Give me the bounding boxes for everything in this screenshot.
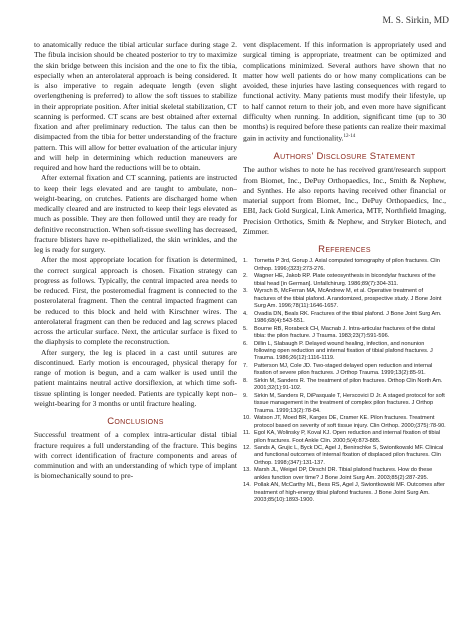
running-header: M. S. Sirkin, MD [382,16,449,26]
reference-number: 13. [243,467,251,474]
reference-number: 6. [243,340,248,347]
reference-text: Egol KA, Wolinsky P, Koval KJ. Open reduction and internal fixation of tibial pilon fractures. Foot Ankle Clin. 2000;5(4):873-885. [254,430,441,444]
reference-number: 14. [243,482,251,489]
reference-text: Tornetta P 3rd, Gorup J. Axial computed tomography of pilon fractures. Clin Orthop. 1996;(323):273-276. [254,258,440,272]
reference-number: 12. [243,445,251,452]
citation-superscript: 12-14 [343,134,356,140]
left-column [34,40,237,482]
references-heading: References [318,244,371,256]
reference-item [243,288,446,310]
body-paragraph: After the most appropriate location for fixation is determined, the correct surgical approach is chosen. Fixation strategy can progress as follows. Typically, the central impacted area needs to be reduced. First, the posteromedial fragment is connected to the posterolateral fragment. Then the central impacted fragment can be reduced to this block and held with Kirschner wires. The anterolateral fragment can then be reduced and lag screws placed across the articular surface. Next, the articular surface is fixed to the diaphysis to complete the reconstruction. [34,255,237,347]
reference-text: Dillin L, Slabaugh P. Delayed wound healing, infection, and nonunion following open reduction and internal fixation of tibial plafond fractures. J Trauma. 1986;26(12):1116-1119. [254,340,433,362]
right-column [243,40,446,505]
body-paragraph: to anatomically reduce the tibial articular surface during stage 2. The fibula incision should be cheated posterior to try to maximize the skin bridge between this incision and the one to fix the tibia, especially when an anterolateral approach is being considered. It is also imperative to regain adequate length (even slight overlengthening is preferred) to allow the soft tissues to stabilize in their appropriate position. After initial skeletal stabilization, CT scanning is performed. CT scans are best obtained after external fixation and after preliminary reduction. The talus can then be disimpacted from the tibia for better understanding of the fracture pattern. This will allow for better evaluation of the articular injury and will help in determining which reduction maneuvers are required and how hard the reductions will be to obtain. [34,40,237,172]
reference-item [243,415,446,430]
reference-number: 8. [243,377,248,384]
reference-text: Ovadia DN, Beals RK. Fractures of the tibial plafond. J Bone Joint Surg Am. 1986;68(4):543-551. [254,310,442,324]
body-paragraph: After surgery, the leg is placed in a cast until sutures are discontinued. Early motion is encouraged, physical therapy for range of motion is begun, and a cam walker is used until the patient maintains neutral active dorsiflexion, at which time soft-tissue splinting is longer needed. Patients are typically kept non–weight-bearing for 3 months or until fracture healing. [34,347,237,408]
reference-item [243,467,446,482]
continuation-paragraph [243,40,446,144]
reference-item [243,363,446,378]
reference-text: Sands A, Grujic L, Byck DC, Agel J, Benirschke S, Swiontkowski MF. Clinical and functional outcomes of internal fixation of displaced pilon fractures. Clin Orthop. 1998;(347):131-137. [254,445,444,466]
reference-text: Sirkin M, Sanders R. The treatment of pilon fractures. Orthop Clin North Am. 2001;32(1):91-102. [254,377,443,392]
reference-item [243,326,446,341]
reference-number: 11. [243,430,251,437]
references-list [243,258,446,504]
reference-number: 2. [243,273,248,280]
reference-text: Patterson MJ, Cole JD. Two-staged delayed open reduction and internal fixation of severe pilon fractures. J Orthop Trauma. 1999;13(2):85-91. [254,362,433,377]
reference-text: Sirkin M, Sanders R, DiPasquale T, Herscovici D Jr. A staged protocol for soft tissue management in the treatment of complex pilon fractures. J Orthop Trauma. 1999;13(2):78-84. [254,392,445,414]
reference-text: Wagner HE, Jakob RP. Plate osteosynthesis in bicondylar fractures of the tibial head [in German]. Unfallchirurg. 1986;89(7):304-311. [254,273,436,287]
reference-item [243,258,446,273]
reference-number: 10. [243,415,251,422]
reference-text: Wyrsch B, McFerran MA, McAndrew M, et al. Operative treatment of fractures of the tibial plafond. A randomized, prospective study. J Bone Joint Surg Am. 1996;78(11):1646-1657. [254,288,442,309]
reference-item [243,341,446,363]
reference-number: 5. [243,325,248,332]
reference-number: 4. [243,310,248,317]
continuation-text: vent displacement. If this information is appropriately used and surgical timing is appropriate, treatment can be optimized and complications minimized. Several authors have shown that no matter how well patients do or how many complications can be avoided, these injuries have lasting consequences with regard to functional activity. Many patients must modify their lifestyle, up to half cannot return to their job, and even more have significant difficulty when running. In addition, significant time (up to 30 months) is required before these patients can realize their maximal gain in activity and functionality. [243,40,446,143]
reference-item [243,378,446,393]
reference-item [243,445,446,467]
reference-item [243,482,446,504]
reference-item [243,273,446,288]
reference-text: Marsh JL, Weigel DP, Dirschl DR. Tibial plafond fractures. How do these ankles function over time? J Bone Joint Surg Am. 2003;85(2):287-295. [254,467,433,481]
reference-item [243,311,446,326]
reference-item [243,430,446,445]
reference-text: Watson JT, Moed BR, Karges DE, Cramer KE. Pilon fractures. Treatment protocol based on severity of soft tissue injury. Clin Orthop. 2000;(375):78-90. [254,415,446,429]
reference-number: 3. [243,288,248,295]
body-paragraph: After external fixation and CT scanning, patients are instructed to keep their legs elevated and are taught to ambulate, non–weight-bearing, on crutches. Patients are discharged home when medically cleared and are instructed to keep their legs elevated as much as possible. They are then followed until they are ready for definitive reconstruction. When soft-tissue swelling has decreased, fracture blisters have re-epithelialized, the skin wrinkles, and the leg is ready for surgery. [34,173,237,254]
disclosure-paragraph: The author wishes to note he has received grant/research support from Biomet, Inc., DePuy Orthopaedics, Inc., Smith & Nephew, and Synthes. He also reports having received other financial or material support from Biomet, Inc., DePuy Orthopaedics, Inc., EBI, Jack Gold Surgical, Link America, MTF, Northfield Imaging, Precision Orthotics, Smith & Nephew, and Stryker Biotech, and Zimmer. [243,165,446,236]
reference-text: Pollak AN, McCarthy ML, Bess RS, Agel J, Swiontkowski MF. Outcomes after treatment of high-energy tibial plafond fractures. J Bone Joint Surg Am. 2003;85(10):1893-1900. [254,482,445,504]
conclusions-heading: Conclusions [107,416,164,427]
reference-text: Bourne RB, Rorabeck CH, Macnab J. Intra-articular fractures of the distal tibia: the pilon fracture. J Trauma. 1983;23(7):591-596. [254,325,435,339]
conclusions-paragraph: Successful treatment of a complex intra-articular distal tibial fracture requires a full understanding of the fracture. This begins with correct identification of fracture components and areas of comminution and with an understanding of which type of implant is biomechanically sound to pre- [34,430,237,481]
reference-number: 9. [243,392,248,399]
reference-item [243,393,446,415]
disclosure-heading: Authors' Disclosure Statement [273,151,416,163]
reference-number: 7. [243,362,248,369]
reference-number: 1. [243,258,248,265]
